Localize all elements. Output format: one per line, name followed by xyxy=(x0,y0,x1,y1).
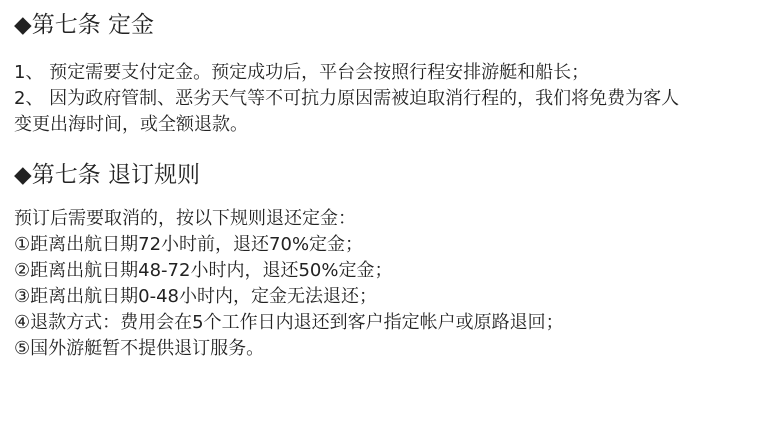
cancellation-line: ⑤国外游艇暂不提供退订服务。 xyxy=(14,338,265,359)
deposit-paragraph xyxy=(14,60,679,138)
deposit-line: 变更出海时间，或全额退款。 xyxy=(14,114,248,135)
cancellation-line: ①距离出航日期72小时前，退还70%定金； xyxy=(14,234,364,255)
cancellation-line: ③距离出航日期0-48小时内，定金无法退还； xyxy=(14,286,377,307)
deposit-line: 1、 预定需要支付定金。预定成功后，平台会按照行程安排游艇和船长； xyxy=(14,62,590,83)
deposit-line: 2、 因为政府管制、恶劣天气等不可抗力原因需被迫取消行程的，我们将免费为客人 xyxy=(14,88,680,109)
section-title-cancellation: ◆第七条 退订规则 xyxy=(14,162,200,188)
section-title-deposit: ◆第七条 定金 xyxy=(14,12,154,38)
cancellation-line: ④退款方式：费用会在5个工作日内退还到客户指定帐户或原路退回； xyxy=(14,312,564,333)
cancellation-line: ②距离出航日期48-72小时内，退还50%定金； xyxy=(14,260,393,281)
cancellation-line: 预订后需要取消的，按以下规则退还定金： xyxy=(14,208,356,229)
cancellation-paragraph xyxy=(14,206,564,362)
